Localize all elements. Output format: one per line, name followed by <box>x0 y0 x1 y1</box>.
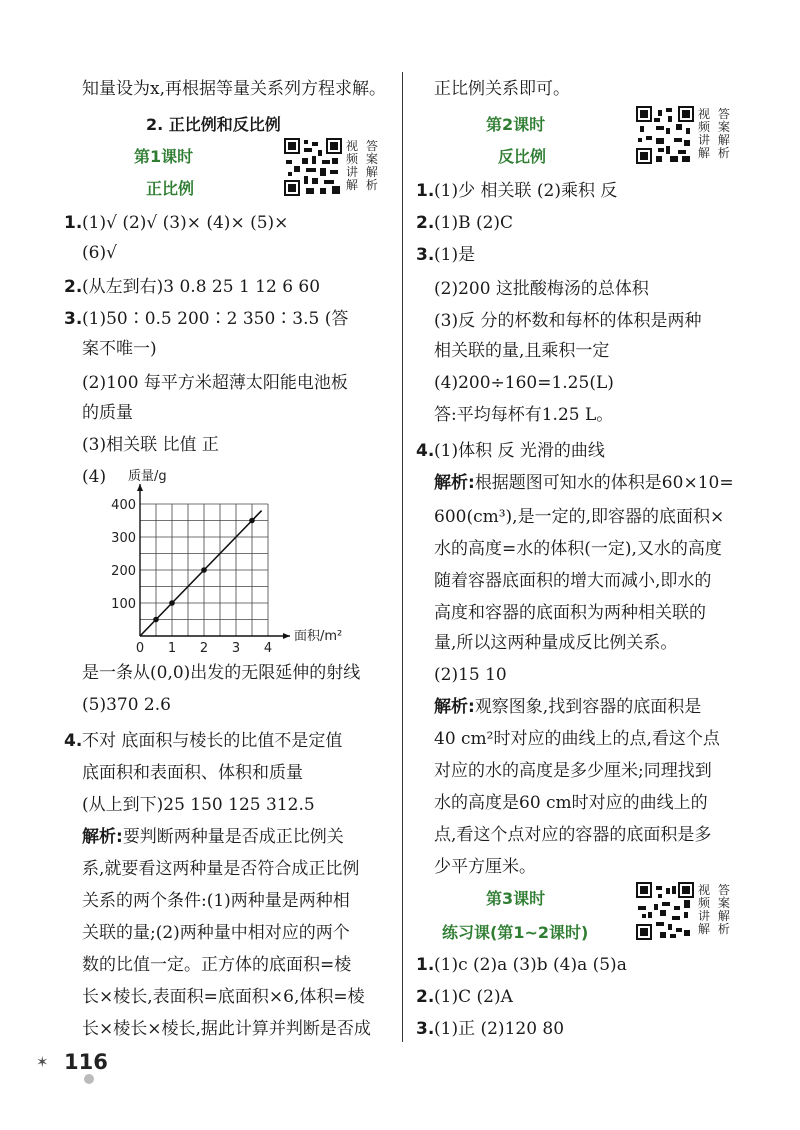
analysis-text: 关联的量;(2)两种量中相对应的两个 <box>82 923 350 943</box>
x-tick-label: 0 <box>135 641 145 656</box>
y-tick-label: 200 <box>111 564 136 579</box>
answer-text: (1)√ (2)√ (3)× (4)× (5)× <box>82 213 289 233</box>
column-divider <box>402 72 403 1042</box>
question-number: 3. <box>416 1019 435 1039</box>
section-title: 2. 正比例和反比例 <box>146 115 281 134</box>
chart-svg <box>90 466 360 656</box>
lesson-3-title: 第3课时 <box>486 889 546 908</box>
answer-text: (从左到右)3 0.8 25 1 12 6 60 <box>82 277 321 297</box>
answer-text: 案不唯一) <box>82 339 157 359</box>
answer-text: 不对 底面积与棱长的比值不是定值 <box>82 731 343 751</box>
question-number: 1. <box>64 213 83 233</box>
question-number: 3. <box>64 309 83 329</box>
answer-text: (3)反 分的杯数和每杯的体积是两种 <box>434 311 702 331</box>
star-icon: ✶ <box>36 1053 49 1071</box>
answer-text: (2)200 这批酸梅汤的总体积 <box>434 279 649 299</box>
page-dot-icon <box>84 1074 94 1084</box>
x-tick-label: 2 <box>199 641 209 656</box>
qr-code-icon[interactable] <box>284 138 342 196</box>
answer-text: (1)c (2)a (3)b (4)a (5)a <box>434 955 627 975</box>
answer-text: (1)C (2)A <box>434 987 513 1007</box>
y-axis-label: 质量/g <box>128 469 167 484</box>
answer-text: (4)200÷160=1.25(L) <box>434 373 614 393</box>
analysis-text: 要判断两种量是否成正比例关 <box>122 827 344 847</box>
qr-code-icon[interactable] <box>636 882 694 940</box>
question-number: 4. <box>416 441 435 461</box>
analysis-text: 少平方厘米。 <box>434 857 536 877</box>
answer-text: 的质量 <box>82 403 133 423</box>
x-tick-label: 4 <box>263 641 273 656</box>
question-number: 2. <box>64 277 83 297</box>
qr-caption-text: 视 答 频 案 讲 解 解 析 <box>698 883 732 936</box>
analysis-text: 关系的两个条件:(1)两种量是两种相 <box>82 891 350 911</box>
analysis-text: 数的比值一定。正方体的底面积=棱 <box>82 955 352 975</box>
answer-text: (2)100 每平方米超薄太阳能电池板 <box>82 373 348 393</box>
lesson-1-topic: 正比例 <box>146 179 195 198</box>
question-number: 1. <box>416 181 435 201</box>
x-axis-arrow <box>283 633 290 639</box>
qr-caption <box>698 883 732 936</box>
answer-text: (1)是 <box>434 245 476 265</box>
answer-text: 是一条从(0,0)出发的无限延伸的射线 <box>82 663 361 683</box>
y-axis-arrow <box>137 484 143 491</box>
question-number: 2. <box>416 213 435 233</box>
question-number: 1. <box>416 955 435 975</box>
answer-text: (1)正 (2)120 80 <box>434 1019 565 1039</box>
qr-caption <box>346 139 380 192</box>
analysis-text: 观察图象,找到容器的底面积是 <box>474 697 702 717</box>
analysis-text: 长×棱长,表面积=底面积×6,体积=棱 <box>82 987 365 1007</box>
series-line <box>140 511 262 636</box>
x-tick-label: 3 <box>231 641 241 656</box>
analysis-text: 对应的水的高度是多少厘米;同理找到 <box>434 761 712 781</box>
data-point <box>249 518 255 524</box>
page-number: 116 <box>64 1050 108 1074</box>
analysis-label: 解析: <box>82 827 123 847</box>
intro-line: 知量设为x,再根据等量关系列方程求解。 <box>82 79 386 99</box>
answer-text: (3)相关联 比值 正 <box>82 435 219 455</box>
data-point <box>153 617 159 623</box>
analysis-label: 解析: <box>434 697 475 717</box>
analysis-text: 水的高度是60 cm时对应的曲线上的 <box>434 793 708 813</box>
question-number: 3. <box>416 245 435 265</box>
answer-text: (4) <box>82 467 107 487</box>
answer-text: 底面积和表面积、体积和质量 <box>82 763 303 783</box>
analysis-text: 600(cm³),是一定的,即容器的底面积× <box>434 507 725 527</box>
data-point <box>169 600 175 606</box>
y-tick-label: 300 <box>111 531 136 546</box>
analysis-text: 量,所以这两种量成反比例关系。 <box>434 633 678 653</box>
analysis-text: 水的高度=水的体积(一定),又水的高度 <box>434 539 722 559</box>
question-number: 2. <box>416 987 435 1007</box>
y-tick-label: 100 <box>111 597 136 612</box>
lesson-2-topic: 反比例 <box>498 147 547 166</box>
answer-text: (从上到下)25 150 125 312.5 <box>82 795 315 815</box>
answer-text: (2)15 10 <box>434 665 507 685</box>
answer-text: (1)体积 反 光滑的曲线 <box>434 441 605 461</box>
answer-text: (1)50∶0.5 200∶2 350∶3.5 (答 <box>82 309 349 329</box>
analysis-text: 系,就要看这两种量是否符合成正比例 <box>82 859 360 879</box>
y-tick-label: 400 <box>111 498 136 513</box>
lesson-2-title: 第2课时 <box>486 115 546 134</box>
x-axis-label: 面积/m² <box>294 629 343 644</box>
answer-text: (5)370 2.6 <box>82 695 171 715</box>
question-number: 4. <box>64 731 83 751</box>
mass-area-chart <box>90 466 360 660</box>
answer-text: 相关联的量,且乘积一定 <box>434 341 610 361</box>
intro-line: 正比例关系即可。 <box>434 79 570 99</box>
analysis-text: 长×棱长×棱长,据此计算并判断是否成 <box>82 1019 371 1039</box>
qr-caption-text: 视 答 频 案 讲 解 解 析 <box>698 107 732 160</box>
analysis-text: 40 cm²时对应的曲线上的点,看这个点 <box>434 729 720 749</box>
qr-caption <box>698 107 732 160</box>
answer-text: 答:平均每杯有1.25 L。 <box>434 405 614 425</box>
data-point <box>201 567 207 573</box>
analysis-text: 随着容器底面积的增大而减小,即水的 <box>434 571 712 591</box>
x-tick-label: 1 <box>167 641 177 656</box>
analysis-label: 解析: <box>434 473 475 493</box>
qr-caption-text: 视 答 频 案 讲 解 解 析 <box>346 139 380 192</box>
analysis-text: 高度和容器的底面积为两种相关联的 <box>434 603 706 623</box>
analysis-text: 根据题图可知水的体积是60×10= <box>474 473 734 493</box>
analysis-text: 点,看这个点对应的容器的底面积是多 <box>434 825 712 845</box>
lesson-3-topic: 练习课(第1~2课时) <box>442 923 589 942</box>
answer-text: (1)B (2)C <box>434 213 514 233</box>
lesson-1-title: 第1课时 <box>134 147 194 166</box>
qr-code-icon[interactable] <box>636 106 694 164</box>
answer-text: (6)√ <box>82 243 117 263</box>
answer-text: (1)少 相关联 (2)乘积 反 <box>434 181 618 201</box>
